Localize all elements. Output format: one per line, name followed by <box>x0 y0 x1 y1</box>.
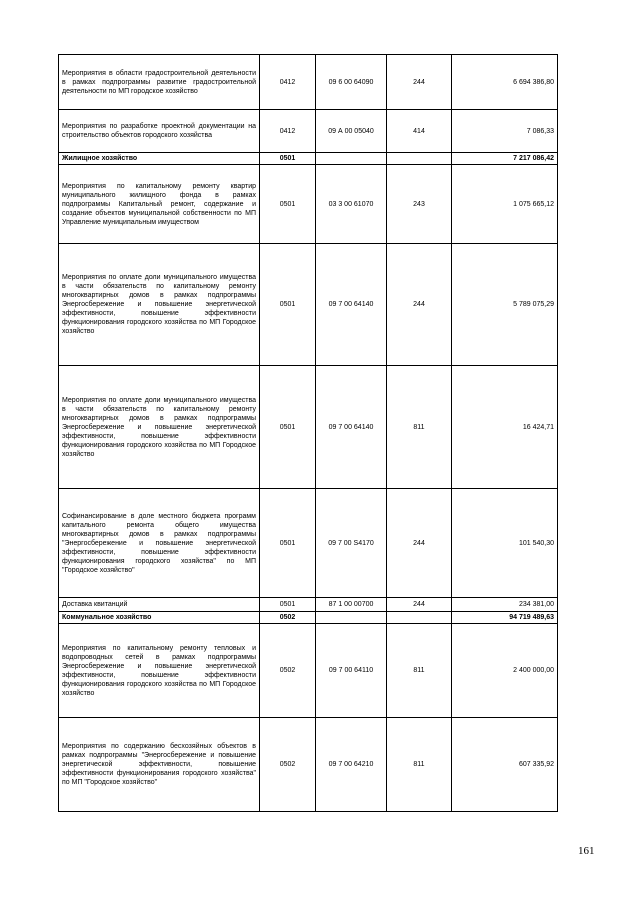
expense-kind-cell: 414 <box>387 110 452 153</box>
row-name-cell: Жилищное хозяйство <box>59 153 260 165</box>
target-code-cell: 09 6 00 64090 <box>316 55 387 110</box>
page-number: 161 <box>578 845 595 857</box>
target-code-cell: 09 7 00 S4170 <box>316 489 387 598</box>
section-row <box>59 612 558 624</box>
row-name-cell: Мероприятия по разработке проектной документации на строительство объектов городского хозяйства <box>59 110 260 153</box>
amount-cell: 1 075 665,12 <box>452 165 558 244</box>
target-code-cell <box>316 612 387 624</box>
target-code-cell <box>316 153 387 165</box>
row-name-cell: Мероприятия в области градостроительной деятельности в рамках подпрограммы развитие градостроительной деятельности по МП городское хозяйство <box>59 55 260 110</box>
row-name-cell: Мероприятия по капитальному ремонту квартир муниципального жилищного фонда в рамках подпрограммы Капитальный ремонт, содержание и создание объектов муниципальной собственности по МП Управление муниципальным имуществом <box>59 165 260 244</box>
amount-cell: 101 540,30 <box>452 489 558 598</box>
amount-cell: 94 719 489,63 <box>452 612 558 624</box>
row-name-cell: Коммунальное хозяйство <box>59 612 260 624</box>
amount-cell: 7 217 086,42 <box>452 153 558 165</box>
target-code-cell: 09 7 00 64210 <box>316 718 387 812</box>
expense-kind-cell: 811 <box>387 624 452 718</box>
table-row <box>59 718 558 812</box>
row-name-cell: Мероприятия по оплате доли муниципального имущества в части обязательств по капитальному ремонту многоквартирных домов в рамках подпрограммы Энергосбережение и повышение энергетической эффективности, повышение эффективности функционирования городского хозяйства по МП Городское хозяйство <box>59 366 260 489</box>
expense-kind-cell: 244 <box>387 489 452 598</box>
table-row <box>59 598 558 612</box>
section-code-cell: 0502 <box>260 612 316 624</box>
section-code-cell: 0501 <box>260 489 316 598</box>
row-name-cell: Мероприятия по оплате доли муниципального имущества в части обязательств по капитальному ремонту многоквартирных домов в рамках подпрограммы Энергосбережение и повышение энергетической эффективности, повышение эффективности функционирования городского хозяйства по МП Городское хозяйство <box>59 244 260 366</box>
table-row <box>59 55 558 110</box>
expense-kind-cell: 243 <box>387 165 452 244</box>
target-code-cell: 09 7 00 64140 <box>316 244 387 366</box>
row-name-cell: Доставка квитанций <box>59 598 260 612</box>
expense-kind-cell <box>387 153 452 165</box>
target-code-cell: 87 1 00 00700 <box>316 598 387 612</box>
budget-table <box>58 54 558 812</box>
target-code-cell: 09 7 00 64110 <box>316 624 387 718</box>
section-code-cell: 0501 <box>260 598 316 612</box>
expense-kind-cell: 811 <box>387 718 452 812</box>
table-row <box>59 165 558 244</box>
table-row <box>59 489 558 598</box>
expense-kind-cell <box>387 612 452 624</box>
section-code-cell: 0501 <box>260 366 316 489</box>
amount-cell: 6 694 386,80 <box>452 55 558 110</box>
section-row <box>59 153 558 165</box>
table-row <box>59 110 558 153</box>
amount-cell: 234 381,00 <box>452 598 558 612</box>
table-row <box>59 624 558 718</box>
amount-cell: 2 400 000,00 <box>452 624 558 718</box>
row-name-cell: Мероприятия по капитальному ремонту тепловых и водопроводных сетей в рамках подпрограммы Энергосбережение и повышение энергетической эффективности, повышение эффективности функционирования городского хозяйства по МП Городское хозяйство <box>59 624 260 718</box>
target-code-cell: 03 3 00 61070 <box>316 165 387 244</box>
amount-cell: 607 335,92 <box>452 718 558 812</box>
section-code-cell: 0412 <box>260 55 316 110</box>
row-name-cell: Мероприятия по содержанию бесхозяйных объектов в рамках подпрограммы "Энергосбережение и повышение энергетической эффективности, повышение эффективности функционирования городского хозяйства" по МП "Городское хозяйство" <box>59 718 260 812</box>
section-code-cell: 0412 <box>260 110 316 153</box>
section-code-cell: 0501 <box>260 153 316 165</box>
expense-kind-cell: 244 <box>387 244 452 366</box>
table-row <box>59 366 558 489</box>
amount-cell: 7 086,33 <box>452 110 558 153</box>
expense-kind-cell: 244 <box>387 55 452 110</box>
section-code-cell: 0501 <box>260 244 316 366</box>
section-code-cell: 0502 <box>260 718 316 812</box>
budget-table-body <box>59 55 558 812</box>
section-code-cell: 0501 <box>260 165 316 244</box>
amount-cell: 5 789 075,29 <box>452 244 558 366</box>
amount-cell: 16 424,71 <box>452 366 558 489</box>
table-row <box>59 244 558 366</box>
target-code-cell: 09 7 00 64140 <box>316 366 387 489</box>
expense-kind-cell: 811 <box>387 366 452 489</box>
row-name-cell: Софинансирование в доле местного бюджета программ капитального ремонта общего имущества многоквартирных домов в рамках подпрограммы "Энергосбережение и повышение энергетической эффективности, повышение эффективности функционирования городского хозяйства" по МП "Городское хозяйство" <box>59 489 260 598</box>
section-code-cell: 0502 <box>260 624 316 718</box>
expense-kind-cell: 244 <box>387 598 452 612</box>
target-code-cell: 09 А 00 05040 <box>316 110 387 153</box>
